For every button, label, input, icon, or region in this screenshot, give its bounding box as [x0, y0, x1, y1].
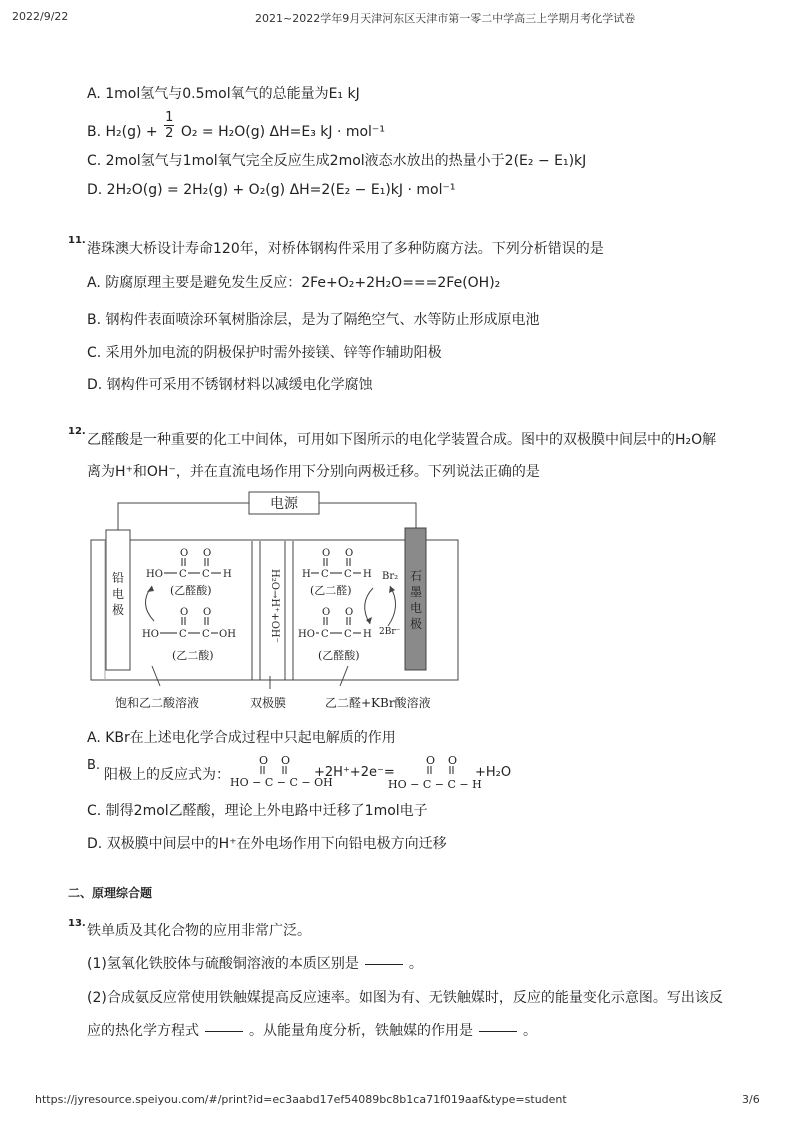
- equation-lhs: HO − C − C − OH: [230, 776, 333, 789]
- left-glyoxylic-structure: [146, 548, 232, 580]
- svg-text:C: C: [344, 629, 352, 640]
- caption-right-solution: 乙二醛+KBr酸溶液: [325, 696, 431, 710]
- print-date: 2022/9/22: [12, 10, 69, 23]
- graphite-char-3: 电: [409, 601, 423, 615]
- svg-text:C: C: [179, 569, 187, 580]
- svg-text:OH: OH: [219, 629, 236, 640]
- bromide-label: 2Br⁻: [379, 627, 401, 637]
- q12-option-b-equation: [228, 752, 518, 792]
- equation-end: +H₂O: [475, 765, 512, 780]
- svg-text:O: O: [426, 754, 436, 767]
- q12-option-b-text: 阳极上的反应式为：: [104, 767, 230, 783]
- q11-stem: 港珠澳大桥设计寿命120年，对桥体钢构件采用了多种防腐方法。下列分析错误的是: [87, 241, 604, 257]
- fraction: [164, 110, 174, 141]
- svg-text:O: O: [281, 754, 291, 767]
- q12-stem-line1: 乙醛酸是一种重要的化工中间体，可用如下图所示的电化学装置合成。图中的双极膜中间层中的H₂O解: [87, 432, 717, 448]
- svg-text:C: C: [202, 629, 210, 640]
- right-glyoxal-label: (乙二醛): [310, 584, 352, 597]
- caption-left-solution: 饱和乙二酸溶液: [115, 696, 200, 710]
- svg-text:O: O: [345, 607, 354, 618]
- lead-char-2: 电: [111, 587, 125, 601]
- document-title: 2021~2022学年9月天津河东区天津市第一零二中学高三上学期月考化学试卷: [255, 12, 636, 25]
- svg-text:H: H: [363, 569, 372, 580]
- bromine-label: Br₂: [382, 571, 399, 582]
- power-label: 电源: [270, 496, 298, 512]
- answer-blank[interactable]: [365, 963, 403, 965]
- right-glyoxylic-structure: [298, 607, 372, 640]
- svg-text:O: O: [448, 754, 458, 767]
- left-oxalic-label: (乙二酸): [172, 649, 214, 662]
- q13-stem: 铁单质及其化合物的应用非常广泛。: [87, 923, 311, 939]
- svg-text:O: O: [203, 548, 212, 559]
- q10-option-b-post: O₂ = H₂O(g) ΔH=E₃ kJ · mol⁻¹: [180, 123, 385, 140]
- q13-part2-cont-text: 应的热化学方程式: [87, 1023, 199, 1039]
- left-oxalic-structure: [142, 607, 236, 640]
- graphite-electrode: [405, 528, 426, 670]
- svg-text:O: O: [203, 607, 212, 618]
- fraction-numerator: 1: [165, 110, 174, 125]
- lead-char-1: 铅: [111, 571, 125, 585]
- graphite-char-4: 极: [409, 617, 423, 631]
- bromine-regeneration-arrow: [388, 586, 396, 626]
- svg-text:HO: HO: [142, 629, 159, 640]
- equation-mid: +2H⁺+2e⁻=: [314, 765, 395, 780]
- q13-number: 13.: [68, 918, 86, 929]
- q13-part1: [87, 953, 423, 973]
- q10-option-b-pre: B. H₂(g) +: [87, 123, 158, 140]
- svg-text:H: H: [363, 629, 372, 640]
- q11-option-c: C. 采用外加电流的阴极保护时需外接镁、锌等作辅助阳极: [87, 345, 442, 361]
- svg-text:HO: HO: [146, 569, 163, 580]
- q10-option-b: [87, 110, 385, 146]
- q12-stem-line2: 离为H⁺和OH⁻，并在直流电场作用下分别向两极迁移。下列说法正确的是: [87, 464, 540, 480]
- svg-text:C: C: [321, 629, 329, 640]
- q10-option-c: C. 2mol氢气与1mol氧气完全反应生成2mol液态水放出的热量小于2(E₂ − E₁)kJ: [87, 153, 587, 169]
- q13-part2-cont-text2: 。从能量角度分析，铁触媒的作用是: [249, 1023, 473, 1039]
- q11-option-d: D. 钢构件可采用不锈钢材料以减缓电化学腐蚀: [87, 377, 373, 393]
- svg-text:C: C: [321, 569, 329, 580]
- answer-blank[interactable]: [479, 1030, 517, 1032]
- svg-text:H: H: [302, 569, 311, 580]
- svg-text:HO: HO: [298, 629, 315, 640]
- q10-option-a: A. 1mol氢气与0.5mol氧气的总能量为E₁ kJ: [87, 86, 360, 102]
- svg-text:O: O: [322, 548, 331, 559]
- svg-text:O: O: [180, 548, 189, 559]
- q13-part1-end: 。: [408, 956, 423, 972]
- electrolysis-diagram: [80, 486, 470, 714]
- q11-option-b: B. 钢构件表面喷涂环氧树脂涂层，是为了隔绝空气、水等防止形成原电池: [87, 312, 540, 328]
- equation-rhs: HO − C − C − H: [388, 778, 482, 791]
- caption-membrane: 双极膜: [250, 696, 287, 710]
- q11-number: 11.: [68, 235, 86, 246]
- q13-part2-cont: [87, 1020, 537, 1040]
- graphite-char-1: 石: [409, 569, 423, 583]
- svg-text:C: C: [202, 569, 210, 580]
- svg-text:C: C: [344, 569, 352, 580]
- membrane-label: H₂O→H⁺+OH⁻: [269, 569, 280, 643]
- fraction-denominator: 2: [165, 126, 174, 141]
- graphite-char-2: 墨: [409, 585, 423, 599]
- q12-option-a: A. KBr在上述电化学合成过程中只起电解质的作用: [87, 730, 396, 746]
- q12-option-c: C. 制得2mol乙醛酸，理论上外电路中迁移了1mol电子: [87, 803, 428, 819]
- q12-number: 12.: [68, 426, 86, 437]
- q13-part2-cont-end: 。: [523, 1023, 537, 1039]
- answer-blank[interactable]: [205, 1030, 243, 1032]
- svg-text:C: C: [179, 629, 187, 640]
- footer-url: https://jyresource.speiyou.com/#/print?id=ec3aabd17ef54089bc8b1ca71f019aaf&type=student: [35, 1093, 567, 1106]
- lead-char-3: 极: [111, 603, 125, 617]
- section-heading: 二、原理综合题: [68, 886, 153, 900]
- left-glyoxylic-label: (乙醛酸): [170, 584, 212, 597]
- svg-text:H: H: [223, 569, 232, 580]
- q12-option-b-letter: B.: [87, 758, 101, 773]
- svg-text:O: O: [345, 548, 354, 559]
- q13-part1-text: (1)氢氧化铁胶体与硫酸铜溶液的本质区别是: [87, 956, 359, 972]
- q11-option-a: A. 防腐原理主要是避免发生反应：2Fe+O₂+2H₂O===2Fe(OH)₂: [87, 275, 501, 291]
- svg-text:O: O: [180, 607, 189, 618]
- svg-text:O: O: [322, 607, 331, 618]
- left-wire: [118, 503, 249, 531]
- right-wire: [319, 503, 416, 528]
- page-number: 3/6: [742, 1093, 760, 1106]
- q13-part2: (2)合成氨反应常使用铁触媒提高反应速率。如图为有、无铁触媒时，反应的能量变化示意图。写出该反: [87, 990, 723, 1006]
- right-glyoxal-structure: [302, 548, 372, 580]
- right-glyoxylic-label: (乙醛酸): [318, 649, 360, 662]
- q12-option-d: D. 双极膜中间层中的H⁺在外电场作用下向铅电极方向迁移: [87, 836, 447, 852]
- q10-option-d: D. 2H₂O(g) = 2H₂(g) + O₂(g) ΔH=2(E₂ − E₁)kJ · mol⁻¹: [87, 182, 456, 198]
- svg-text:O: O: [259, 754, 269, 767]
